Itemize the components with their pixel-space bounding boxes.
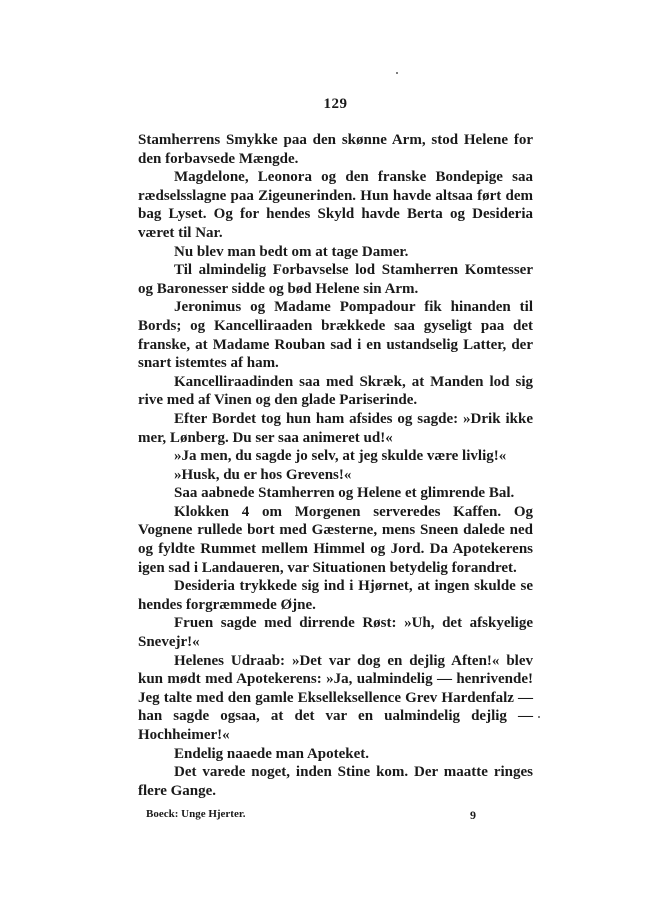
paragraph: Magdelone, Leonora og den franske Bondepige saa rædselsslagne paa Zigeunerinden. Hun havde altsaa ført dem bag Lyset. Og for hendes Skyld havde Berta og Desideria været til Nar. xyxy=(138,169,533,241)
paragraph: Til almindelig Forbavselse lod Stamherren Komtesser og Baronesser sidde og bød Helene sin Arm. xyxy=(138,262,533,297)
paragraph: Det varede noget, inden Stine kom. Der maatte ringes flere Gange. xyxy=(138,764,533,799)
paragraph: Helenes Udraab: »Det var dog en dejlig Aften!« blev kun mødt med Apotekerens: »Ja, ualmindelig — henrivende! Jeg talte med den gamle Ekselleksellence Grev Hardenfalz — han sagde ogsaa, at det var en ualmindelig dejlig — Hochheimer!« xyxy=(138,652,533,743)
paragraph: Endelig naaede man Apoteket. xyxy=(174,745,370,762)
paragraph: »Ja men, du sagde jo selv, at jeg skulde være livlig!« xyxy=(174,448,507,465)
signature-text: Boeck: Unge Hjerter. xyxy=(146,808,246,820)
paragraph: Jeronimus og Madame Pompadour fik hinanden til Bords; og Kancelliraaden brækkede saa gyseligt paa det franske, at Madame Rouban sad i en ustandselig Latter, der snart istemtes af ham. xyxy=(138,299,533,372)
page-number: 129 xyxy=(323,96,348,112)
body-text xyxy=(138,131,533,800)
dust-speck xyxy=(538,716,540,718)
dust-speck xyxy=(396,72,398,74)
signature-number: 9 xyxy=(470,808,476,822)
paragraph: Kancelliraadinden saa med Skræk, at Manden lod sig rive med af Vinen og den glade Pariserinde. xyxy=(138,373,533,409)
paragraph: Efter Bordet tog hun ham afsides og sagde: »Drik ikke mer, Lønberg. Du ser saa animeret ud!« xyxy=(138,410,533,446)
paragraph: »Husk, du er hos Grevens!« xyxy=(174,466,352,483)
paragraph: Klokken 4 om Morgenen serveredes Kaffen. Og Vognene rullede bort med Gæsterne, mens Sneen dalede ned og fyldte Rummet mellem Himmel og Jord. Da Apotekerens igen sad i Landaueren, var Situationen betydelig forandret. xyxy=(138,503,533,576)
paragraph: Stamherrens Smykke paa den skønne Arm, stod Helene for den forbavsede Mængde. xyxy=(138,132,533,167)
paragraph: Saa aabnede Stamherren og Helene et glimrende Bal. xyxy=(174,485,515,502)
paragraph: Fruen sagde med dirrende Røst: »Uh, det afskyelige Snevejr!« xyxy=(138,615,533,651)
paragraph: Desideria trykkede sig ind i Hjørnet, at ingen skulde se hendes forgræmmede Øjne. xyxy=(138,578,533,613)
book-page xyxy=(138,96,533,800)
signature-line xyxy=(146,808,486,823)
paragraph: Nu blev man bedt om at tage Damer. xyxy=(174,243,409,260)
